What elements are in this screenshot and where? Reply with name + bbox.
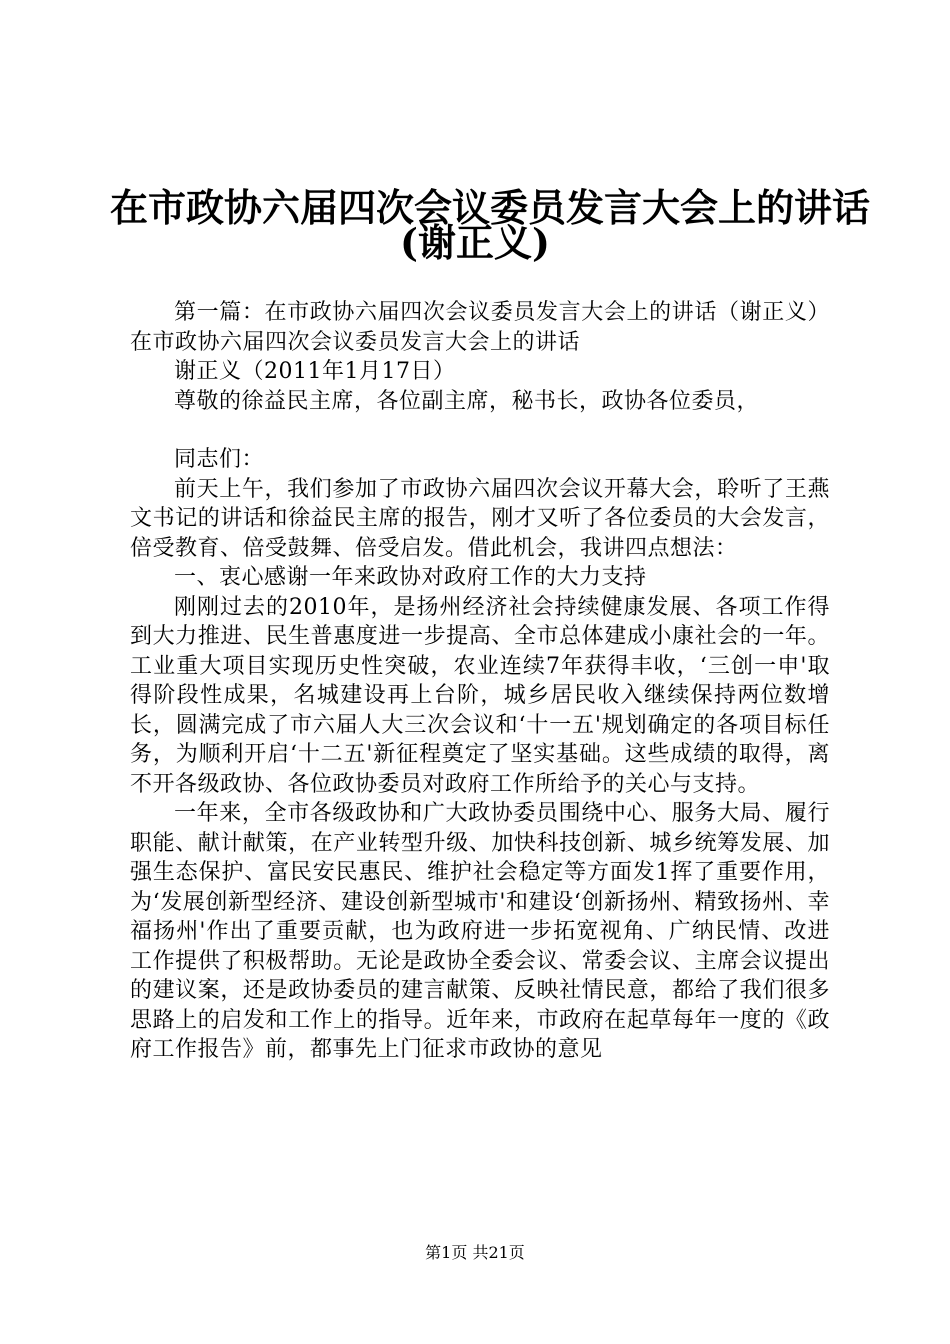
document-body (130, 298, 830, 1065)
paragraph-cppcc-role: 一年来，全市各级政协和广大政协委员围绕中心、服务大局、履行职能、献计献策，在产业转型升级、加快科技创新、城乡统筹发展、加强生态保护、富民安民惠民、维护社会稳定等方面发1挥了重要作用，为‘发展创新型经济、建设创新型城市'和建设‘创新扬州、精致扬州、幸福扬州'作出了重要贡献，也为政府进一步拓宽视角、广纳民情、改进工作提供了积极帮助。无论是政协全委会议、常委会议、主席会议提出的建议案，还是政协委员的建言献策、反映社情民意，都给了我们很多思路上的启发和工作上的指导。近年来，市政府在起草每年一度的《政府工作报告》前，都事先上门征求市政协的意见 (130, 801, 830, 1062)
section-heading-1: 一、衷心感谢一年来政协对政府工作的大力支持 (174, 565, 647, 590)
paragraph-review-2010: 刚刚过去的2010年，是扬州经济社会持续健康发展、各项工作得到大力推进、民生普惠度进一步提高、全市总体建成小康社会的一年。工业重大项目实现历史性突破，农业连续7年获得丰收，‘三创一申'取得阶段性成果，名城建设再上台阶，城乡居民收入继续保持两位数增长，圆满完成了市六届人大三次会议和‘十一五'规划确定的各项目标任务，为顺利开启‘十二五'新征程奠定了坚实基础。这些成绩的取得，离不开各级政协、各位政协委员对政府工作所给予的关心与支持。 (130, 594, 830, 797)
paragraph-salutation: 尊敬的徐益民主席，各位副主席，秘书长，政协各位委员， (174, 388, 760, 414)
paragraph-opening: 前天上午，我们参加了市政协六届四次会议开幕大会，聆听了王燕文书记的讲话和徐益民主席的报告，刚才又听了各位委员的大会发言，倍受教育、倍受鼓舞、倍受启发。借此机会，我讲四点想法： (130, 476, 830, 561)
page-footer: 第1页 共21页 (425, 1243, 525, 1262)
paragraph-comrades: 同志们： (174, 447, 265, 472)
paragraph-author-date: 谢正义（2011年1月17日） (174, 359, 456, 384)
paragraph-intro: 第一篇：在市政协六届四次会议委员发言大会上的讲话（谢正义）在市政协六届四次会议委员发言大会上的讲话 (130, 300, 830, 355)
document-title-line2: (谢正义) (400, 220, 550, 265)
document-title-line1: 在市政协六届四次会议委员发言大会上的讲话 (110, 185, 871, 230)
